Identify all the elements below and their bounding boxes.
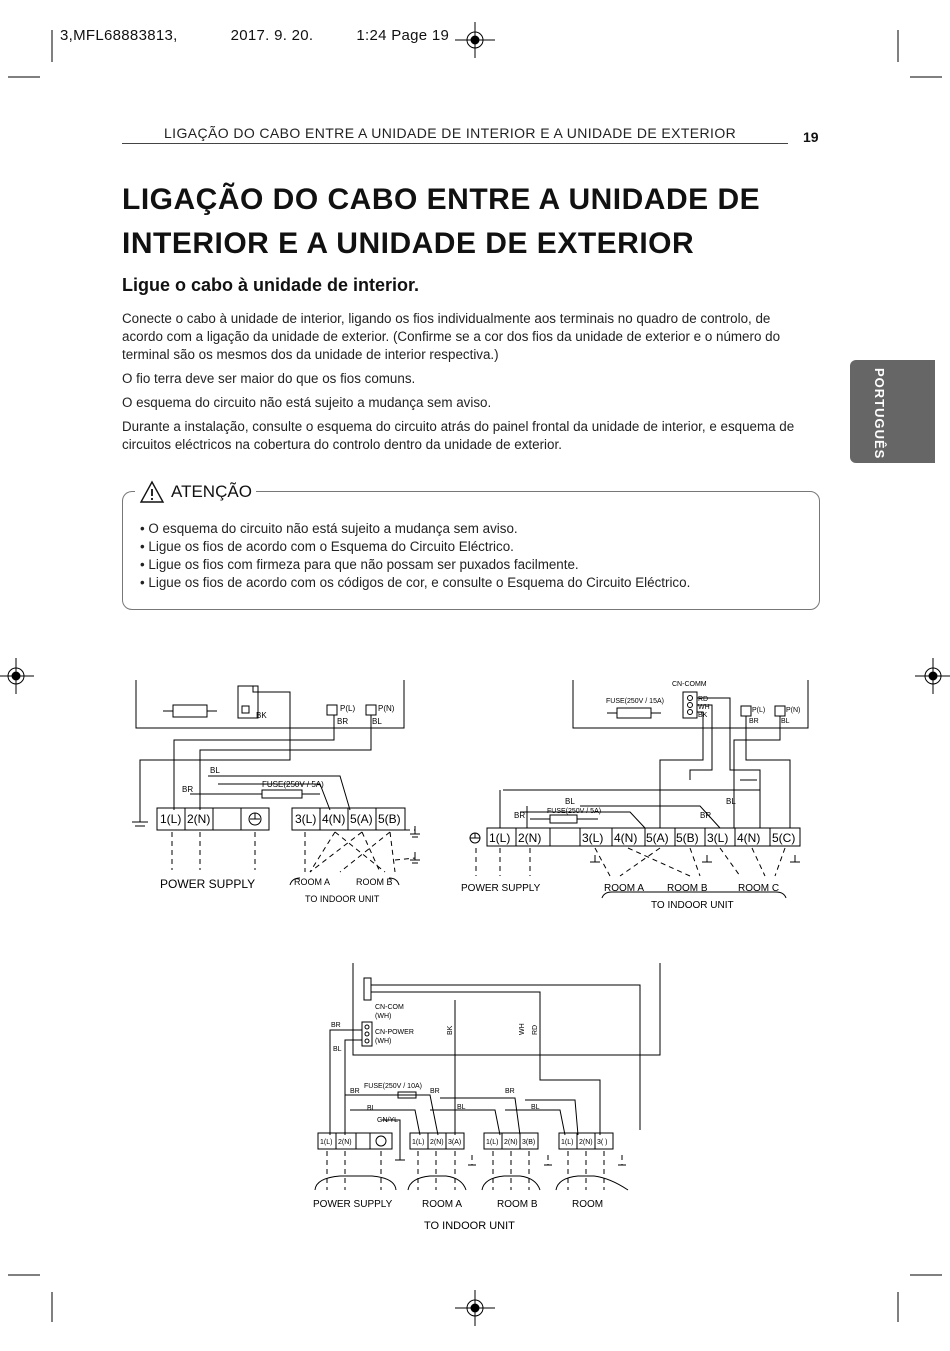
d2-bl2: BL (565, 797, 575, 806)
d3-room-a: ROOM A (422, 1199, 463, 1210)
d1-fuse: FUSE(250V / 5A) (262, 780, 324, 789)
d1-term-6: 5(B) (378, 812, 401, 826)
d3-br4: BR (505, 1088, 515, 1095)
d1-to-indoor: TO INDOOR UNIT (305, 894, 380, 904)
d2-term-4: 4(N) (614, 831, 638, 845)
d3-fuse: FUSE(250V / 10A) (364, 1083, 422, 1090)
warning-item: • Ligue os fios de acordo com os códigos de cor, e consulte o Esquema do Circuito Eléctrico. (140, 574, 690, 592)
print-page: Page 19 (391, 27, 450, 44)
d3-ta-2: 2(N) (338, 1139, 352, 1146)
d2-term-2: 2(N) (518, 831, 542, 845)
warning-item: • O esquema do circuito não está sujeito a mudança sem aviso. (140, 520, 690, 538)
d3-td-3: 3( ) (597, 1139, 608, 1146)
warning-title-text: ATENÇÃO (171, 482, 252, 501)
d3-bk: BK (447, 1025, 454, 1035)
d1-power: POWER SUPPLY (160, 877, 256, 891)
d2-term-1: 1(L) (489, 831, 511, 845)
d3-tc-3: 3(B) (522, 1139, 536, 1146)
d2-term-9: 5(C) (772, 831, 796, 845)
d1-bl: BL (372, 717, 382, 726)
d1-room-a: ROOM A (294, 877, 331, 887)
running-header: LIGAÇÃO DO CABO ENTRE A UNIDADE DE INTERIOR E A UNIDADE DE EXTERIOR (164, 125, 737, 141)
d3-bl3: BL (457, 1104, 466, 1111)
d2-br3: BR (700, 811, 712, 820)
d3-tb-1: 1(L) (412, 1139, 425, 1146)
d3-wh1: (WH) (375, 1013, 392, 1020)
d3-tb-2: 2(N) (430, 1139, 444, 1146)
d3-br3: BR (430, 1088, 440, 1095)
title-line-1: LIGAÇÃO DO CABO ENTRE A UNIDADE DE (122, 183, 761, 216)
d2-term-7: 3(L) (707, 831, 729, 845)
warning-item: • Ligue os fios com firmeza para que não possam ser puxados facilmente. (140, 556, 690, 574)
print-time: 1:24 (356, 27, 387, 44)
d1-pn: P(N) (378, 704, 395, 713)
d2-cn-comm: CN-COMM (672, 681, 707, 688)
d2-power: POWER SUPPLY (461, 883, 541, 894)
d1-pl: P(L) (340, 704, 356, 713)
d1-bl2: BL (210, 766, 220, 775)
paragraph-4: Durante a instalação, consulte o esquema do circuito atrás do painel frontal da unidade de interior, e esquema de circuitos eléctricos na cobertura do controlo dentro da unidade de exterior. (122, 419, 795, 452)
d2-fuse-top: FUSE(250V / 15A) (606, 698, 664, 705)
d1-term-1: 1(L) (160, 812, 182, 826)
d3-tc-1: 1(L) (486, 1139, 499, 1146)
print-date: 2017. 9. 20. (230, 27, 314, 44)
d1-br: BR (337, 717, 349, 726)
d3-wh: WH (519, 1023, 526, 1035)
d3-br1: BR (331, 1022, 341, 1029)
d3-bl1: BL (333, 1046, 342, 1053)
d3-room-b: ROOM B (497, 1199, 538, 1210)
d1-br2: BR (182, 785, 194, 794)
d2-bl3: BL (726, 797, 736, 806)
paragraph-1: Conecte o cabo à unidade de interior, ligando os fios individualmente aos terminais no quadro de controlo, de acordo com a ligação da unidade de exterior. (Confirme se a cor dos fios da unidade de exterior e o número do terminal são os mesmos dos da unidade de interior respectiva.) (122, 311, 781, 362)
d2-wh: WH (698, 704, 710, 711)
d3-to-indoor: TO INDOOR UNIT (424, 1220, 515, 1232)
language-tab-label: PORTUGUÊS (872, 368, 887, 460)
paragraph-3: O esquema do circuito não está sujeito a mudança sem aviso. (122, 395, 492, 410)
d3-gnyl: GN/YL (377, 1117, 399, 1124)
d3-tc-2: 2(N) (504, 1139, 518, 1146)
paragraph-2: O fio terra deve ser maior do que os fios comuns. (122, 371, 416, 386)
d3-bl4: BL (531, 1104, 540, 1111)
d1-term-5: 5(A) (350, 812, 373, 826)
d2-term-8: 4(N) (737, 831, 761, 845)
print-code: 3,MFL68883813, (60, 27, 178, 44)
d3-td-2: 2(N) (579, 1139, 593, 1146)
d2-pn: P(N) (786, 707, 801, 714)
d2-to-indoor: TO INDOOR UNIT (651, 900, 734, 911)
d2-rd: RD (698, 696, 709, 703)
d2-term-5: 5(A) (646, 831, 669, 845)
d3-td-1: 1(L) (561, 1139, 574, 1146)
d2-room-b: ROOM B (667, 883, 708, 894)
d3-wh2: (WH) (375, 1038, 392, 1045)
d1-term-4: 4(N) (322, 812, 346, 826)
d3-tb-3: 3(A) (448, 1139, 462, 1146)
d3-br2: BR (350, 1088, 360, 1095)
title-line-2: INTERIOR E A UNIDADE DE EXTERIOR (122, 227, 695, 260)
d1-room-b: ROOM B (356, 877, 393, 887)
d3-cn-power: CN-POWER (375, 1029, 414, 1036)
d2-br2: BR (514, 811, 526, 820)
d3-cn-com: CN-COM (375, 1004, 404, 1011)
d3-bl2: BL (367, 1105, 376, 1112)
d1-bk: BK (256, 711, 267, 720)
d1-term-2: 2(N) (187, 812, 211, 826)
d2-fuse: FUSE(250V / 5A) (547, 808, 602, 815)
d2-term-3: 3(L) (582, 831, 604, 845)
d3-rd: RD (532, 1024, 539, 1035)
d2-room-c: ROOM C (738, 883, 780, 894)
d2-bk: BK (698, 712, 708, 719)
d2-room-a: ROOM A (604, 883, 645, 894)
d3-power: POWER SUPPLY (313, 1199, 393, 1210)
d2-bl: BL (781, 718, 790, 725)
d2-term-6: 5(B) (676, 831, 699, 845)
d3-room: ROOM (572, 1199, 604, 1210)
diagram-3 (315, 963, 660, 1190)
page-number: 19 (803, 129, 819, 145)
warning-item: • Ligue os fios de acordo com o Esquema do Circuito Eléctrico. (140, 538, 690, 556)
d2-br: BR (749, 718, 759, 725)
section-subtitle: Ligue o cabo à unidade de interior. (122, 275, 420, 295)
d1-term-3: 3(L) (295, 812, 317, 826)
d2-pl: P(L) (752, 707, 766, 714)
d3-ta-1: 1(L) (320, 1139, 333, 1146)
